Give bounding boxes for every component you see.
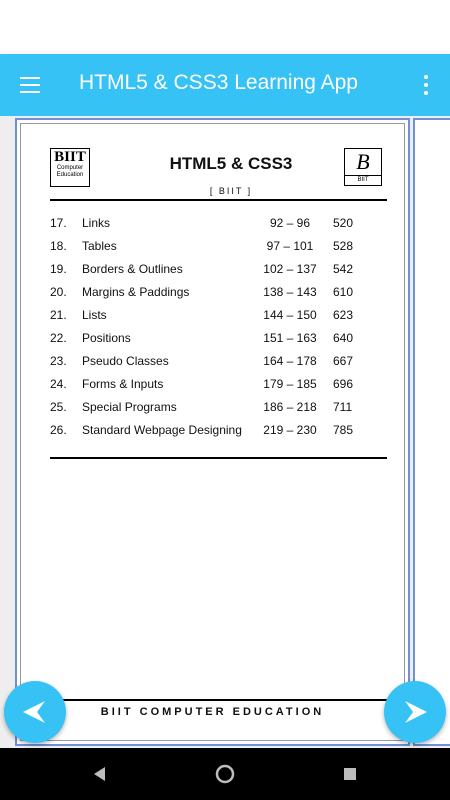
toc-page: 528 [333, 239, 354, 253]
toc-page: 520 [333, 216, 354, 230]
hamburger-menu-icon[interactable] [14, 71, 46, 99]
toc-number: 20. [50, 285, 67, 299]
toc-title: Links [82, 216, 111, 230]
toc-row [50, 308, 387, 331]
toc-end-rule [50, 457, 387, 459]
app-title: HTML5 & CSS3 Learning App [79, 71, 358, 94]
toc-title: Standard Webpage Designing [82, 423, 242, 437]
toc-row [50, 377, 387, 400]
toc-row [50, 216, 387, 239]
toc-number: 23. [50, 354, 67, 368]
status-bar [0, 0, 450, 54]
toc-title: Special Programs [82, 400, 177, 414]
toc-page: 623 [333, 308, 354, 322]
toc-page: 711 [333, 400, 353, 414]
toc-title: Borders & Outlines [82, 262, 183, 276]
next-page-button[interactable] [384, 681, 446, 743]
toc-number: 26. [50, 423, 67, 437]
logo-left-line1: Computer [56, 165, 84, 171]
footer-text: BIIT COMPUTER EDUCATION [100, 706, 325, 718]
toc-title: Pseudo Classes [82, 354, 169, 368]
logo-left-line2: Education [56, 172, 84, 178]
footer-rule [50, 699, 387, 701]
toc-number: 21. [50, 308, 67, 322]
arrow-right-icon [401, 698, 429, 726]
toc-title: Tables [82, 239, 117, 253]
logo-right-mono: B [356, 149, 370, 174]
home-circle-icon[interactable] [213, 762, 237, 786]
next-page-edge [413, 118, 450, 746]
toc-range: 179 – 185 [263, 377, 317, 391]
logo-right-tag: BIIT [345, 175, 381, 185]
arrow-left-icon [21, 698, 49, 726]
system-navigation-bar [0, 748, 450, 800]
previous-page-button[interactable] [4, 681, 66, 743]
toc-page: 610 [333, 285, 354, 299]
toc-range: 151 – 163 [263, 331, 317, 345]
toc-row [50, 423, 387, 446]
logo-left-big: BIIT [54, 149, 86, 165]
toc-row [50, 262, 387, 285]
toc-page: 785 [333, 423, 354, 437]
toc-row [50, 331, 387, 354]
toc-range: 164 – 178 [263, 354, 317, 368]
toc-page: 542 [333, 262, 354, 276]
page-frame [20, 123, 405, 741]
more-vert-icon[interactable] [414, 70, 438, 100]
toc-number: 18. [50, 239, 67, 253]
toc-number: 19. [50, 262, 67, 276]
document-subtitle: [ BIIT ] [209, 186, 253, 196]
biit-monogram-logo [344, 148, 382, 186]
document-page [15, 118, 410, 746]
toc-title: Lists [82, 308, 107, 322]
toc-range: 102 – 137 [263, 262, 317, 276]
toc-range: 144 – 150 [263, 308, 317, 322]
table-of-contents [50, 216, 387, 446]
toc-row [50, 239, 387, 262]
toc-range: 97 – 101 [266, 239, 314, 253]
toc-number: 24. [50, 377, 67, 391]
back-triangle-icon[interactable] [88, 762, 112, 786]
biit-logo [50, 148, 90, 187]
toc-page: 667 [333, 354, 354, 368]
document-title: HTML5 & CSS3 [169, 154, 293, 173]
toc-page: 640 [333, 331, 354, 345]
toc-row [50, 400, 387, 423]
toc-title: Forms & Inputs [82, 377, 164, 391]
recents-square-icon[interactable] [338, 762, 362, 786]
toc-number: 17. [50, 216, 67, 230]
toc-range: 138 – 143 [263, 285, 317, 299]
toc-range: 92 – 96 [269, 216, 311, 230]
toc-page: 696 [333, 377, 354, 391]
toc-number: 22. [50, 331, 67, 345]
toc-title: Margins & Paddings [82, 285, 190, 299]
document-viewer[interactable] [0, 116, 450, 748]
toc-row [50, 354, 387, 377]
toc-range: 219 – 230 [263, 423, 317, 437]
header-rule [50, 199, 387, 201]
toc-row [50, 285, 387, 308]
app-bar [0, 54, 450, 116]
toc-title: Positions [82, 331, 131, 345]
toc-range: 186 – 218 [263, 400, 317, 414]
toc-number: 25. [50, 400, 67, 414]
